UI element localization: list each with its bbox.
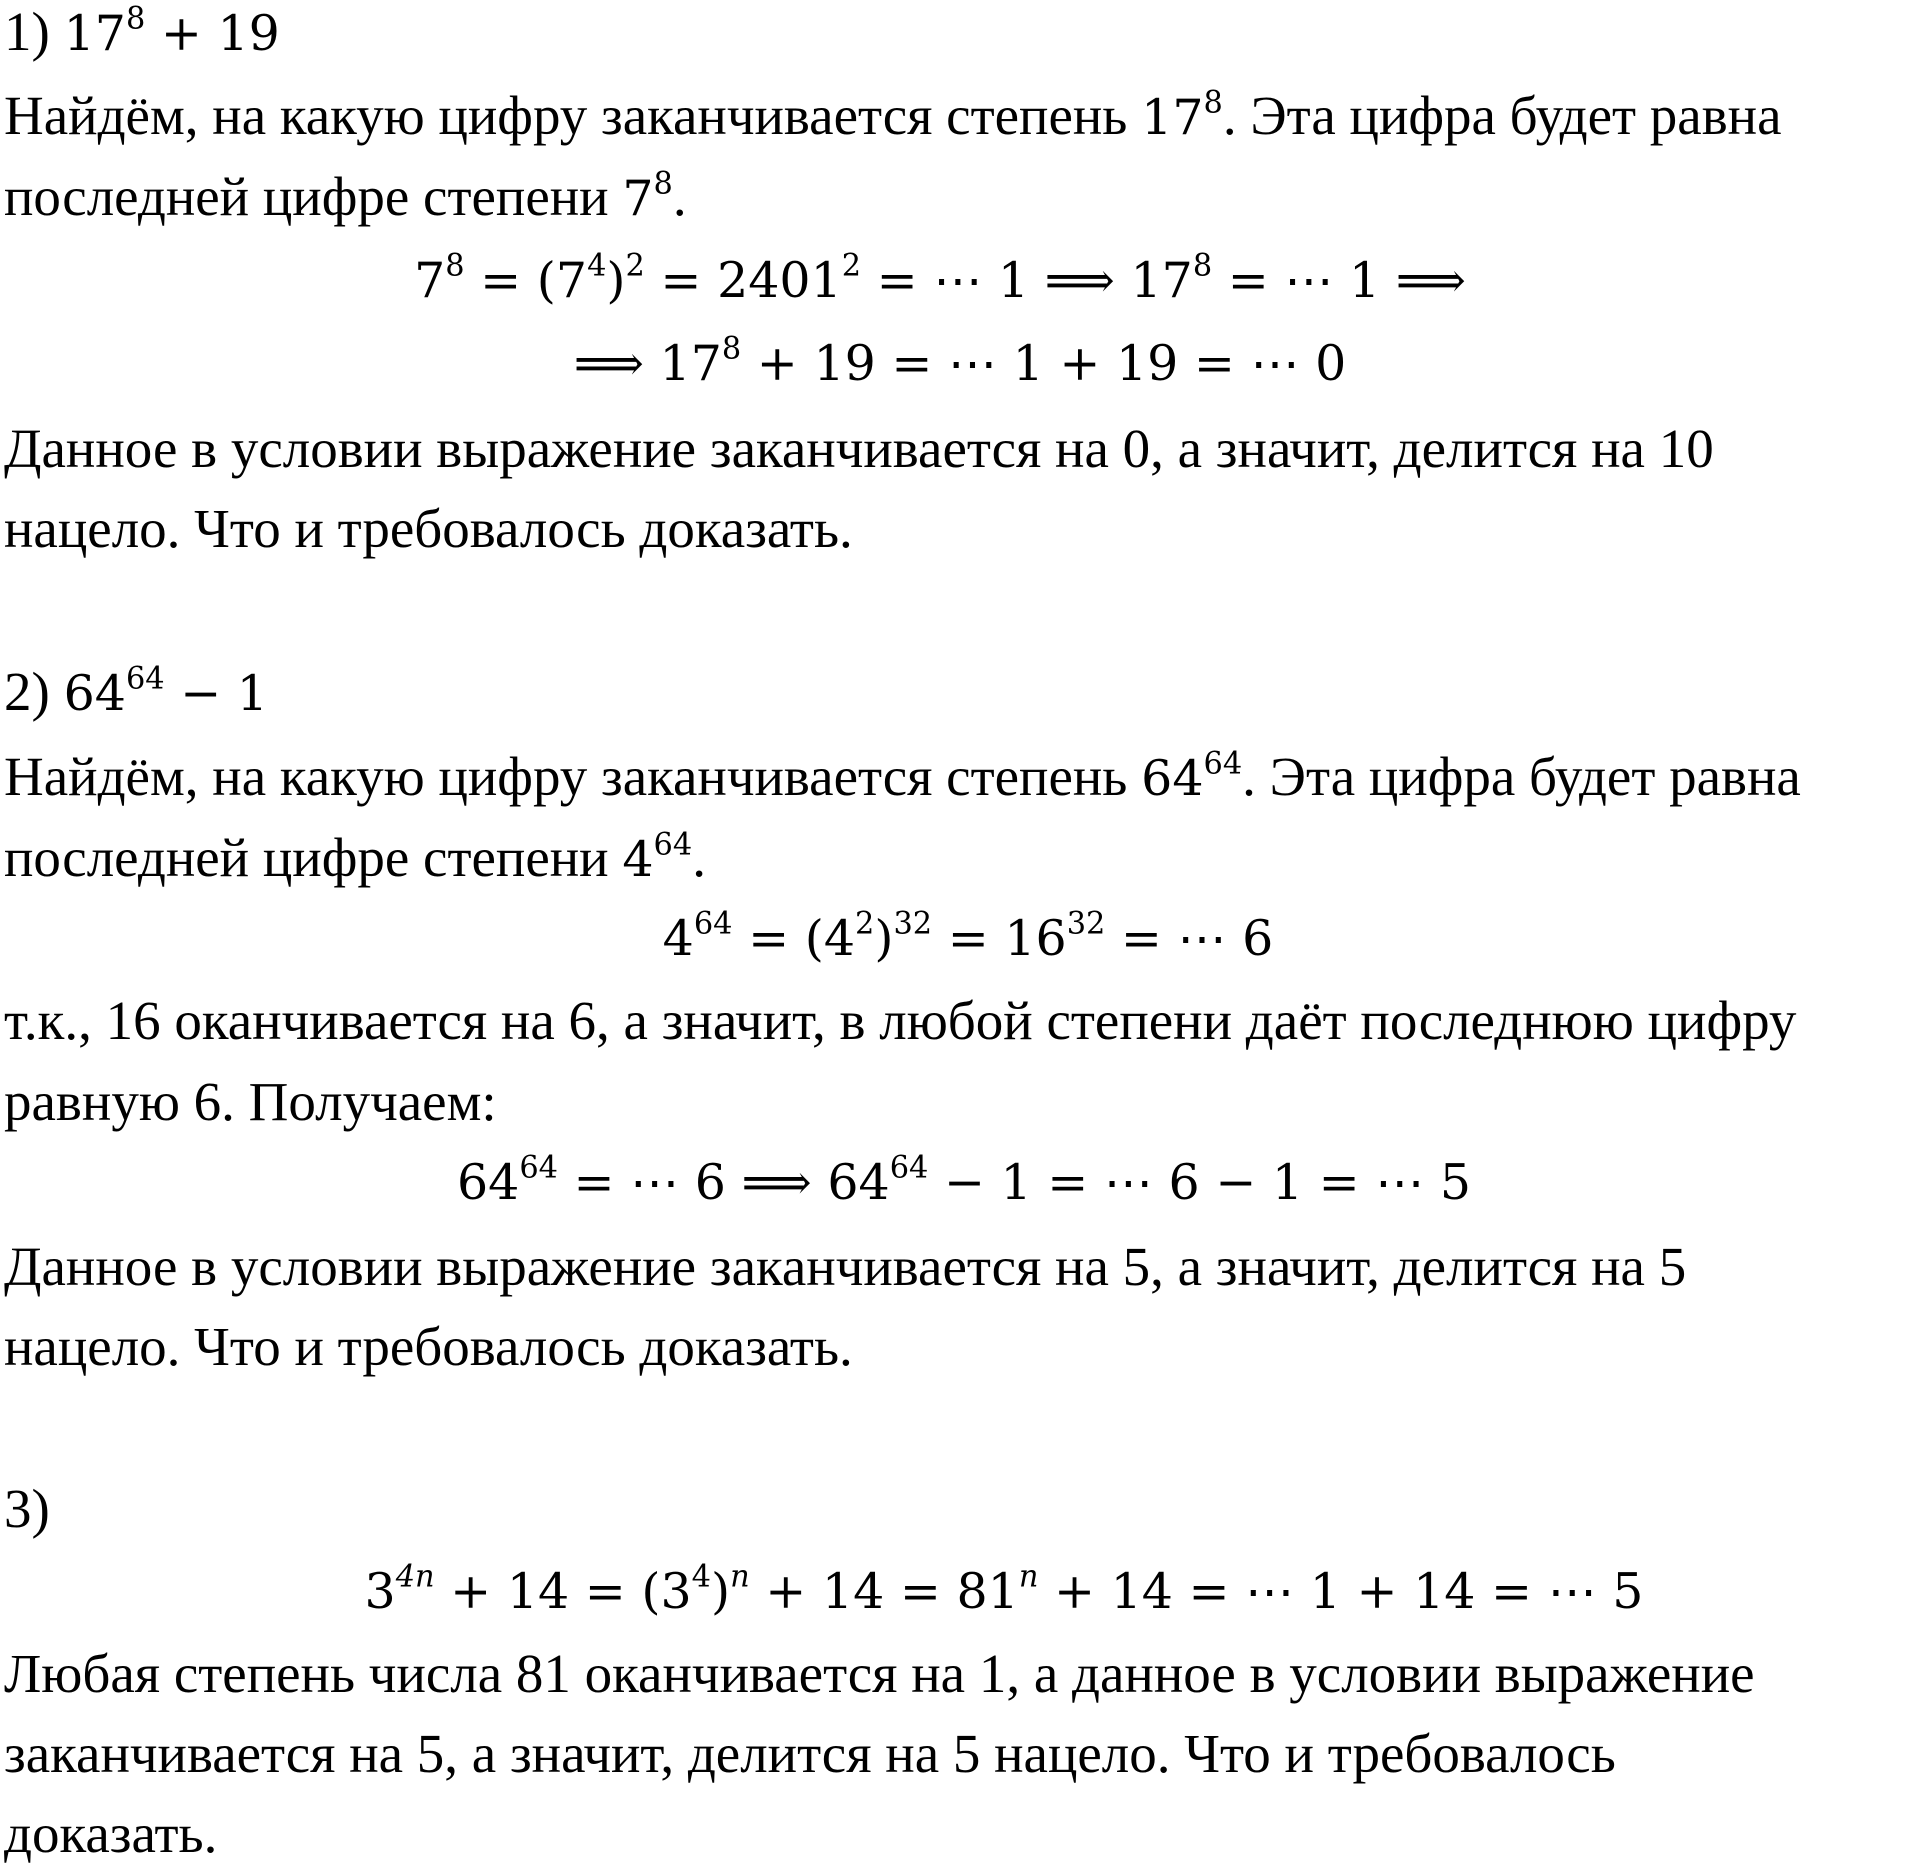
problem-1-intro-line-1: Найдём, на какую цифру заканчивается степень $17^8$. Эта цифра будет равна <box>4 85 1782 146</box>
problem-expression: $64^{64} - 1$ <box>63 661 268 722</box>
problem-2-middle-line-1: т.к., 16 оканчивается на 6, а значит, в любой степени даёт последнюю цифру <box>4 990 1797 1051</box>
problem-1-equation-1: $7^8 = (7^4)^2 = 2401^2$ = ⋯ 1 ⟹ $17^8$ = ⋯ 1 ⟹ <box>414 248 1466 309</box>
problem-3-conclusion-line-1: Любая степень числа 81 оканчивается на 1, а данное в условии выражение <box>4 1643 1755 1704</box>
problem-number: 1) <box>4 1 50 62</box>
problem-1-header <box>4 0 280 74</box>
problem-1-conclusion-line-2: нацело. Что и требовалось доказать. <box>4 498 853 559</box>
problem-2-conclusion-line-1: Данное в условии выражение заканчивается на 5, а значит, делится на 5 <box>4 1236 1687 1297</box>
problem-expression: $17^8 + 19$ <box>63 1 280 62</box>
problem-2-conclusion-line-2: нацело. Что и требовалось доказать. <box>4 1316 853 1377</box>
problem-2-intro-line-2: последней цифре степени $4^{64}$. <box>4 827 706 888</box>
problem-2-equation-1: $4^{64} = (4^2)^{32} = 16^{32}$ = ⋯ 6 <box>662 906 1274 967</box>
problem-3-conclusion-line-2: заканчивается на 5, а значит, делится на 5 нацело. Что и требовалось <box>4 1723 1616 1784</box>
problem-number: 3) <box>4 1478 50 1539</box>
problem-3-equation: $3^{4n} + 14 = (3^4)^n + 14 = 81^n + 14$ = ⋯ 1 + 14 = ⋯ 5 <box>364 1559 1644 1620</box>
problem-2-middle-line-2: равную 6. Получаем: <box>4 1071 497 1132</box>
problem-2-header <box>4 652 268 734</box>
problem-2-equation-2: $64^{64}$ = ⋯ 6 ⟹ $64^{64} - 1$ = ⋯ 6 − 1 = ⋯ 5 <box>456 1150 1472 1211</box>
problem-1-equation-2: ⟹ $17^8 + 19$ = ⋯ 1 + 19 = ⋯ 0 <box>573 331 1347 392</box>
problem-1-intro-line-2: последней цифре степени $7^8$. <box>4 166 687 227</box>
problem-3-conclusion-line-3: доказать. <box>4 1803 218 1864</box>
problem-2-intro-line-1: Найдём, на какую цифру заканчивается степень $64^{64}$. Эта цифра будет равна <box>4 746 1801 807</box>
problem-number: 2) <box>4 661 50 722</box>
problem-3-header <box>4 1469 50 1549</box>
problem-1-conclusion-line-1: Данное в условии выражение заканчивается на 0, а значит, делится на 10 <box>4 418 1714 479</box>
